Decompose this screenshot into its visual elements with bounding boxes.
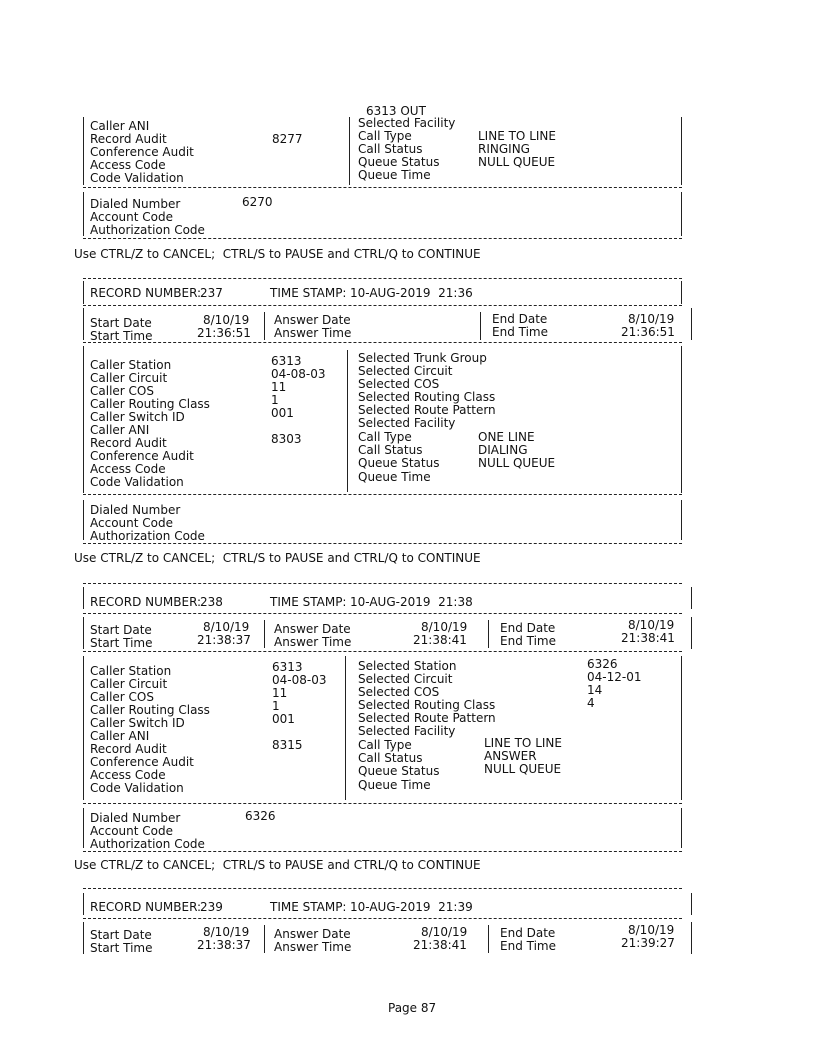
field-label: Queue Time <box>358 778 431 792</box>
field-value: 04-08-03 <box>271 367 326 381</box>
field-label: Selected Routing Class <box>358 390 496 404</box>
field-label: Access Code <box>90 158 166 172</box>
field-value: 4 <box>587 696 595 710</box>
field-value: 6313 <box>272 660 303 674</box>
field-label: Access Code <box>90 462 166 476</box>
field-label: Answer Date <box>274 313 351 327</box>
field-label: Caller COS <box>90 690 154 704</box>
right-border <box>691 587 692 609</box>
field-value: LINE TO LINE <box>484 736 562 750</box>
field-value: RINGING <box>478 142 530 156</box>
field-value: 8315 <box>272 738 303 752</box>
right-border <box>681 117 682 185</box>
instruction-text: Use CTRL/Z to CANCEL; CTRL/S to PAUSE and CTRL/Q to CONTINUE <box>74 858 481 872</box>
field-value: 8277 <box>272 132 303 146</box>
field-label: Dialed Number <box>90 811 181 825</box>
record-number-label: RECORD NUMBER: <box>90 595 202 609</box>
field-label: End Time <box>500 939 556 953</box>
field-label: Caller ANI <box>90 423 150 437</box>
field-label: Queue Time <box>358 470 431 484</box>
field-label: Selected Circuit <box>358 672 453 686</box>
divider <box>83 187 682 188</box>
field-value: 1 <box>271 393 279 407</box>
column-divider <box>488 620 489 648</box>
field-label: Conference Audit <box>90 145 194 159</box>
divider <box>83 494 682 495</box>
field-value: 8/10/19 <box>203 313 250 327</box>
field-label: End Date <box>492 312 548 326</box>
timestamp-label: TIME STAMP: <box>270 900 347 914</box>
field-value: NULL QUEUE <box>484 762 562 776</box>
instruction-text: Use CTRL/Z to CANCEL; CTRL/S to PAUSE and CTRL/Q to CONTINUE <box>74 247 481 261</box>
field-value: 21:36:51 <box>621 325 675 339</box>
field-value: 14 <box>587 683 603 697</box>
field-label: Account Code <box>90 210 173 224</box>
field-value: 8/10/19 <box>421 925 468 939</box>
field-value: 6313 <box>271 354 302 368</box>
right-border <box>681 281 682 304</box>
field-label: Access Code <box>90 768 166 782</box>
field-label: Selected Facility <box>358 724 456 738</box>
timestamp: 10-AUG-2019 21:36 <box>350 286 473 300</box>
field-value: 04-08-03 <box>272 673 327 687</box>
column-divider <box>345 656 346 800</box>
right-border <box>691 617 692 649</box>
column-divider <box>347 350 348 492</box>
divider <box>83 305 682 306</box>
left-border <box>83 500 84 540</box>
record-number: 237 <box>200 286 223 300</box>
field-label: Start Date <box>90 928 152 942</box>
instruction-text: Use CTRL/Z to CANCEL; CTRL/S to PAUSE and CTRL/Q to CONTINUE <box>74 551 481 565</box>
field-label: Caller COS <box>90 384 154 398</box>
field-value: NULL QUEUE <box>478 456 556 470</box>
field-label: Code Validation <box>90 475 184 489</box>
field-label: End Date <box>500 926 556 940</box>
left-border <box>83 656 84 800</box>
field-value: 8303 <box>271 432 302 446</box>
page-number: Page 87 <box>388 1001 437 1015</box>
divider <box>83 583 682 584</box>
left-border <box>83 117 84 185</box>
field-label: Start Time <box>90 329 153 343</box>
field-label: Start Date <box>90 623 152 637</box>
field-value: 6270 <box>242 195 273 209</box>
right-border <box>681 656 682 800</box>
right-border <box>681 808 682 848</box>
divider <box>83 851 682 852</box>
field-value: 8/10/19 <box>628 923 675 937</box>
field-label: Caller Switch ID <box>90 410 185 424</box>
field-label: Call Status <box>358 142 423 156</box>
field-label: Caller ANI <box>90 729 150 743</box>
field-label: Call Status <box>358 443 423 457</box>
field-label: Caller Routing Class <box>90 703 210 717</box>
field-value: 6326 <box>245 809 276 823</box>
field-label: Record Audit <box>90 436 167 450</box>
facility-header: 6313 OUT <box>366 104 426 118</box>
record-number-label: RECORD NUMBER: <box>90 286 202 300</box>
field-label: Call Status <box>358 751 423 765</box>
column-divider <box>349 117 350 185</box>
field-label: Queue Status <box>358 764 440 778</box>
field-label: Answer Time <box>274 635 352 649</box>
right-border <box>691 308 692 340</box>
column-divider <box>264 620 265 648</box>
field-label: Start Time <box>90 636 153 650</box>
field-value: DIALING <box>478 443 528 457</box>
field-value: 1 <box>272 699 280 713</box>
field-label: Answer Time <box>274 940 352 954</box>
field-label: Record Audit <box>90 132 167 146</box>
timestamp-label: TIME STAMP: <box>270 286 347 300</box>
field-label: End Date <box>500 621 556 635</box>
right-border <box>681 346 682 493</box>
left-border <box>83 281 84 304</box>
field-label: Selected Routing Class <box>358 698 496 712</box>
field-label: Answer Date <box>274 622 351 636</box>
left-border <box>83 346 84 493</box>
field-label: Queue Status <box>358 456 440 470</box>
field-value: 8/10/19 <box>203 925 250 939</box>
field-value: 8/10/19 <box>421 620 468 634</box>
field-label: End Time <box>500 634 556 648</box>
field-label: Caller Station <box>90 664 172 678</box>
timestamp: 10-AUG-2019 21:38 <box>350 595 473 609</box>
field-label: Dialed Number <box>90 503 181 517</box>
field-value: 21:39:27 <box>621 936 675 950</box>
field-label: Dialed Number <box>90 197 181 211</box>
field-label: Authorization Code <box>90 223 205 237</box>
field-label: Selected Circuit <box>358 364 453 378</box>
field-label: Account Code <box>90 824 173 838</box>
field-label: Selected Route Pattern <box>358 711 496 725</box>
field-label: Start Time <box>90 941 153 955</box>
field-label: Selected Station <box>358 659 457 673</box>
field-label: Conference Audit <box>90 449 194 463</box>
field-value: ONE LINE <box>478 430 535 444</box>
field-label: Caller Circuit <box>90 677 168 691</box>
right-border <box>681 192 682 236</box>
field-label: Caller ANI <box>90 119 150 133</box>
divider <box>83 803 682 804</box>
field-label: Caller Station <box>90 358 172 372</box>
field-label: Conference Audit <box>90 755 194 769</box>
field-label: Record Audit <box>90 742 167 756</box>
divider <box>83 918 682 919</box>
field-label: Selected Facility <box>358 116 456 130</box>
field-value: 21:38:41 <box>621 631 675 645</box>
field-value: 11 <box>272 686 288 700</box>
field-label: Authorization Code <box>90 529 205 543</box>
field-label: Code Validation <box>90 171 184 185</box>
divider <box>83 342 682 343</box>
divider <box>83 888 682 889</box>
field-value: ANSWER <box>484 749 537 763</box>
field-value: 001 <box>271 406 294 420</box>
divider <box>83 543 682 544</box>
left-border <box>83 587 84 609</box>
field-label: Selected Facility <box>358 416 456 430</box>
field-label: Queue Time <box>358 168 431 182</box>
field-value: 21:36:51 <box>197 326 251 340</box>
right-border <box>691 893 692 915</box>
field-value: 04-12-01 <box>587 670 642 684</box>
field-label: Call Type <box>358 430 412 444</box>
column-divider <box>488 925 489 953</box>
field-label: Caller Circuit <box>90 371 168 385</box>
field-label: Answer Date <box>274 927 351 941</box>
field-value: 8/10/19 <box>628 618 675 632</box>
field-value: LINE TO LINE <box>478 129 556 143</box>
field-value: 6326 <box>587 657 618 671</box>
field-value: NULL QUEUE <box>478 155 556 169</box>
field-value: 001 <box>272 712 295 726</box>
timestamp: 10-AUG-2019 21:39 <box>350 900 473 914</box>
field-value: 8/10/19 <box>203 620 250 634</box>
column-divider <box>264 925 265 953</box>
divider <box>83 613 682 614</box>
left-border <box>83 308 84 340</box>
field-value: 21:38:41 <box>413 938 467 952</box>
field-label: Selected Trunk Group <box>358 351 487 365</box>
field-value: 11 <box>271 380 287 394</box>
right-border <box>691 922 692 954</box>
left-border <box>83 893 84 915</box>
field-value: 21:38:41 <box>413 633 467 647</box>
field-label: Code Validation <box>90 781 184 795</box>
column-divider <box>264 312 265 340</box>
left-border <box>83 808 84 848</box>
divider <box>83 238 682 239</box>
timestamp-label: TIME STAMP: <box>270 595 347 609</box>
field-value: 8/10/19 <box>628 312 675 326</box>
left-border <box>83 192 84 236</box>
field-label: Caller Switch ID <box>90 716 185 730</box>
field-label: Authorization Code <box>90 837 205 851</box>
field-value: 21:38:37 <box>197 938 251 952</box>
right-border <box>681 500 682 540</box>
field-label: Account Code <box>90 516 173 530</box>
field-label: Answer Time <box>274 326 352 340</box>
field-label: Call Type <box>358 129 412 143</box>
column-divider <box>480 312 481 340</box>
divider <box>83 651 682 652</box>
field-value: 21:38:37 <box>197 633 251 647</box>
record-number-label: RECORD NUMBER: <box>90 900 202 914</box>
field-label: Start Date <box>90 316 152 330</box>
field-label: Call Type <box>358 738 412 752</box>
field-label: Queue Status <box>358 155 440 169</box>
divider <box>83 278 682 279</box>
field-label: Selected COS <box>358 685 440 699</box>
left-border <box>83 617 84 649</box>
field-label: Caller Routing Class <box>90 397 210 411</box>
field-label: Selected Route Pattern <box>358 403 496 417</box>
record-number: 239 <box>200 900 223 914</box>
left-border <box>83 922 84 954</box>
record-number: 238 <box>200 595 223 609</box>
field-label: Selected COS <box>358 377 440 391</box>
field-label: End Time <box>492 325 548 339</box>
